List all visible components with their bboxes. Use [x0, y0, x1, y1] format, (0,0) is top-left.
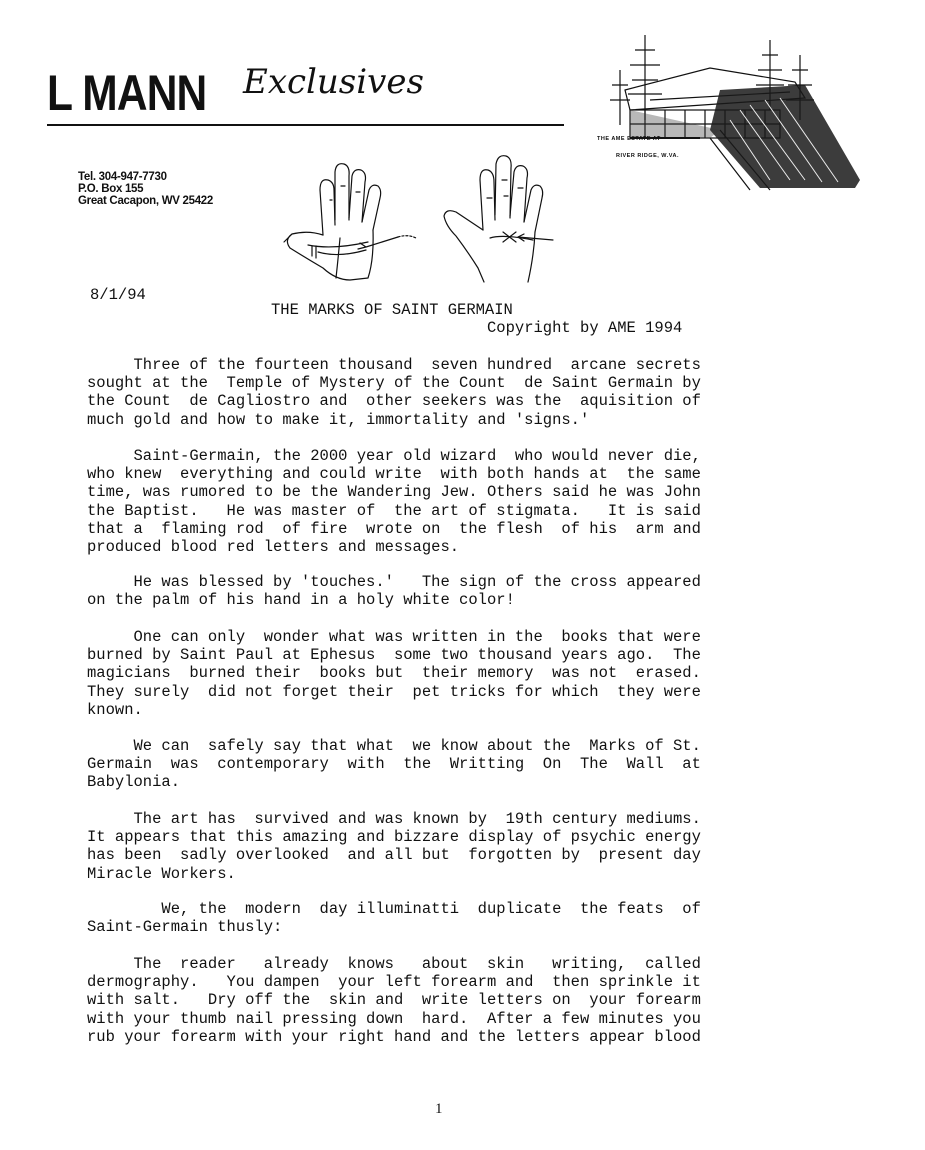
- paragraph-2: Saint-Germain, the 2000 year old wizard who would never die, who knew everything and could write with both hands at the same time, was rumored to be the Wandering Jew. Others said he was John the Baptist. He was master of the art of stigmata. It is said that a flaming rod of fire wrote on the flesh of his arm and produced blood red letters and messages.: [87, 447, 701, 557]
- paragraph-5: We can safely say that what we know about the Marks of St. Germain was contemporary with the Writting On The Wall at Babylonia.: [87, 737, 701, 792]
- contact-city: Great Cacapon, WV 25422: [78, 195, 213, 207]
- paragraph-7: We, the modern day illuminatti duplicate the feats of Saint-Germain thusly:: [87, 900, 701, 937]
- lodge-building-sketch-icon: [590, 30, 860, 195]
- letterhead-rule: [47, 124, 564, 126]
- estate-caption-1: THE AME ESTATE AT: [597, 136, 661, 142]
- document-title: THE MARKS OF SAINT GERMAIN: [271, 301, 513, 319]
- paragraph-8: The reader already knows about skin writing, called dermography. You dampen your left forearm and then sprinkle it with salt. Dry off the skin and write letters on your forearm with your thumb nail pressing down hard. After a few minutes you rub your forearm with your right hand and the letters appear blood: [87, 955, 701, 1046]
- paragraph-4: One can only wonder what was written in the books that were burned by Saint Paul at Ephesus some two thousand years ago. The magicians burned their books but their memory was not erased. They surely did not forget their pet tricks for which they were known.: [87, 628, 701, 719]
- contact-block: [78, 171, 213, 207]
- paragraph-6: The art has survived and was known by 19th century mediums. It appears that this amazing and bizzare display of psychic energy has been sadly overlooked and all but forgotten by present day Miracle Workers.: [87, 810, 701, 883]
- copyright-line: Copyright by AME 1994: [487, 319, 683, 337]
- logo-name: L MANN: [47, 65, 207, 121]
- estate-caption-2: RIVER RIDGE, W.VA.: [616, 153, 679, 159]
- palm-hands-drawing-icon: [278, 150, 568, 285]
- page-number: 1: [435, 1101, 443, 1117]
- paragraph-3: He was blessed by 'touches.' The sign of the cross appeared on the palm of his hand in a holy white color!: [87, 573, 701, 610]
- contact-pobox: P.O. Box 155: [78, 183, 144, 195]
- logo-script: Exclusives: [243, 62, 424, 102]
- document-date: 8/1/94: [90, 286, 146, 304]
- contact-phone: Tel. 304-947-7730: [78, 171, 167, 183]
- paragraph-1: Three of the fourteen thousand seven hundred arcane secrets sought at the Temple of Mystery of the Count de Saint Germain by the Count de Cagliostro and other seekers was the aquisition of much gold and how to make it, immortality and 'signs.': [87, 356, 701, 429]
